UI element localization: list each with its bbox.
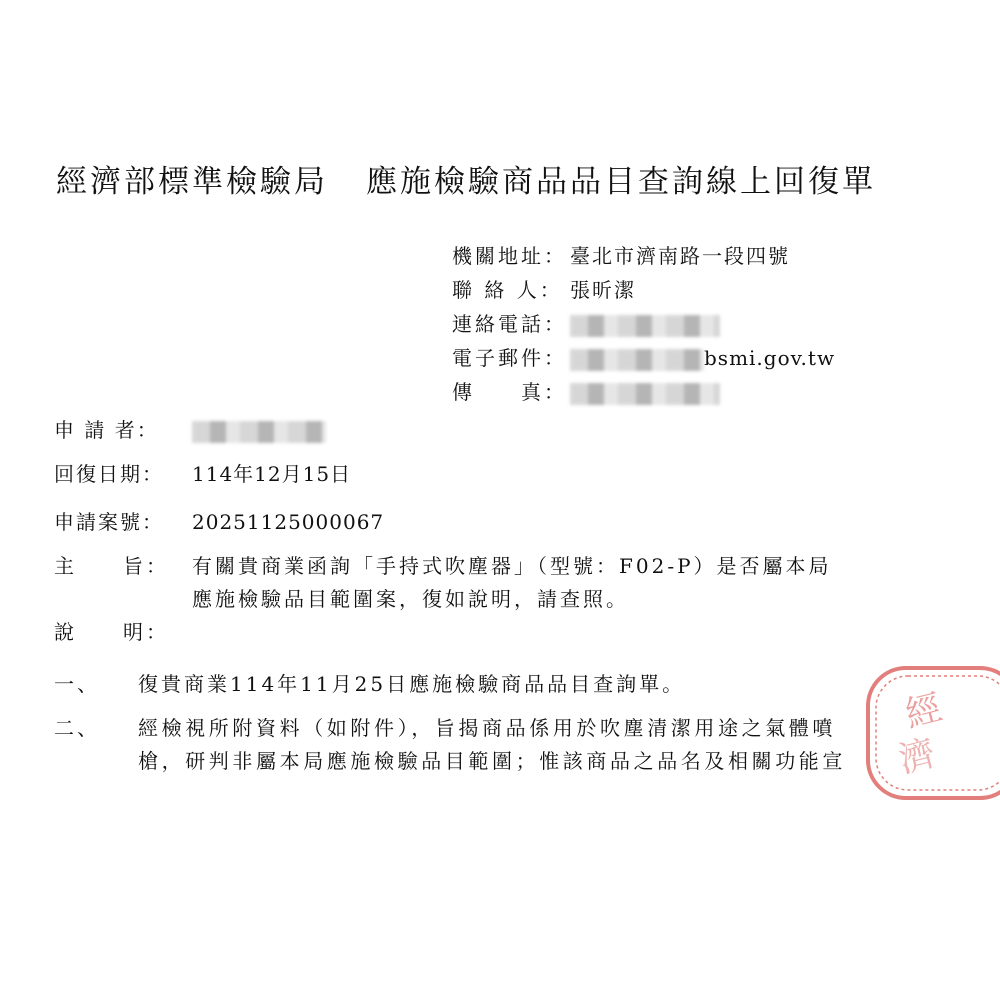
contact-person-value: 張昕潔 (570, 278, 636, 302)
reply-date-row (54, 458, 351, 487)
reply-date-label: 回復日期： (54, 462, 164, 486)
case-number-value: 20251125000067 (192, 510, 385, 534)
address-label: 機關地址： (452, 244, 567, 268)
phone-redacted (570, 315, 720, 337)
fax-row (452, 376, 720, 405)
phone-label: 連絡電話： (452, 312, 567, 336)
applicant-redacted (192, 421, 326, 443)
applicant-label: 申 請 者： (54, 418, 159, 442)
item-2-line-1: 經檢視所附資料（如附件），旨揭商品係用於吹塵清潔用途之氣體噴 (138, 716, 836, 740)
official-seal-icon (840, 660, 1000, 800)
subject-line-2: 應施檢驗品目範圍案，復如說明，請查照。 (192, 587, 629, 611)
case-number-label: 申請案號： (54, 510, 164, 534)
explanation-label: 說 明： (54, 620, 169, 644)
fax-label: 傳 真： (452, 380, 567, 404)
reply-date-value: 114年12月15日 (192, 462, 352, 486)
address-value: 臺北市濟南路一段四號 (570, 244, 790, 268)
email-redacted (570, 349, 704, 371)
item-number-2: 二、 (54, 716, 100, 740)
agency-name: 經濟部標準檢驗局 (56, 164, 328, 200)
address-row (452, 240, 790, 269)
contact-person-label: 聯 絡 人： (452, 278, 563, 302)
phone-row (452, 308, 720, 337)
item-number-1: 一、 (54, 672, 100, 696)
fax-redacted (570, 383, 720, 405)
contact-person-row (452, 274, 636, 303)
email-suffix: bsmi.gov.tw (704, 346, 836, 370)
subject-label: 主 旨： (54, 554, 169, 578)
item-2-line-2: 槍，研判非屬本局應施檢驗品目範圍；惟該商品之品名及相關功能宣 (138, 749, 846, 773)
subject-line-1: 有關貴商業函詢「手持式吹塵器」（型號：F02-P）是否屬本局 (192, 554, 832, 578)
email-label: 電子郵件： (452, 346, 567, 370)
page-title (56, 156, 876, 201)
document-title: 應施檢驗商品品目查詢線上回復單 (366, 164, 876, 200)
seal-lettering: 經 (901, 687, 947, 736)
item-1-line-1: 復貴商業114年11月25日應施檢驗商品品目查詢單。 (138, 672, 686, 696)
applicant-row (54, 414, 326, 443)
svg-text:濟: 濟 (894, 732, 940, 782)
case-number-row (54, 506, 384, 535)
email-row (452, 342, 835, 371)
